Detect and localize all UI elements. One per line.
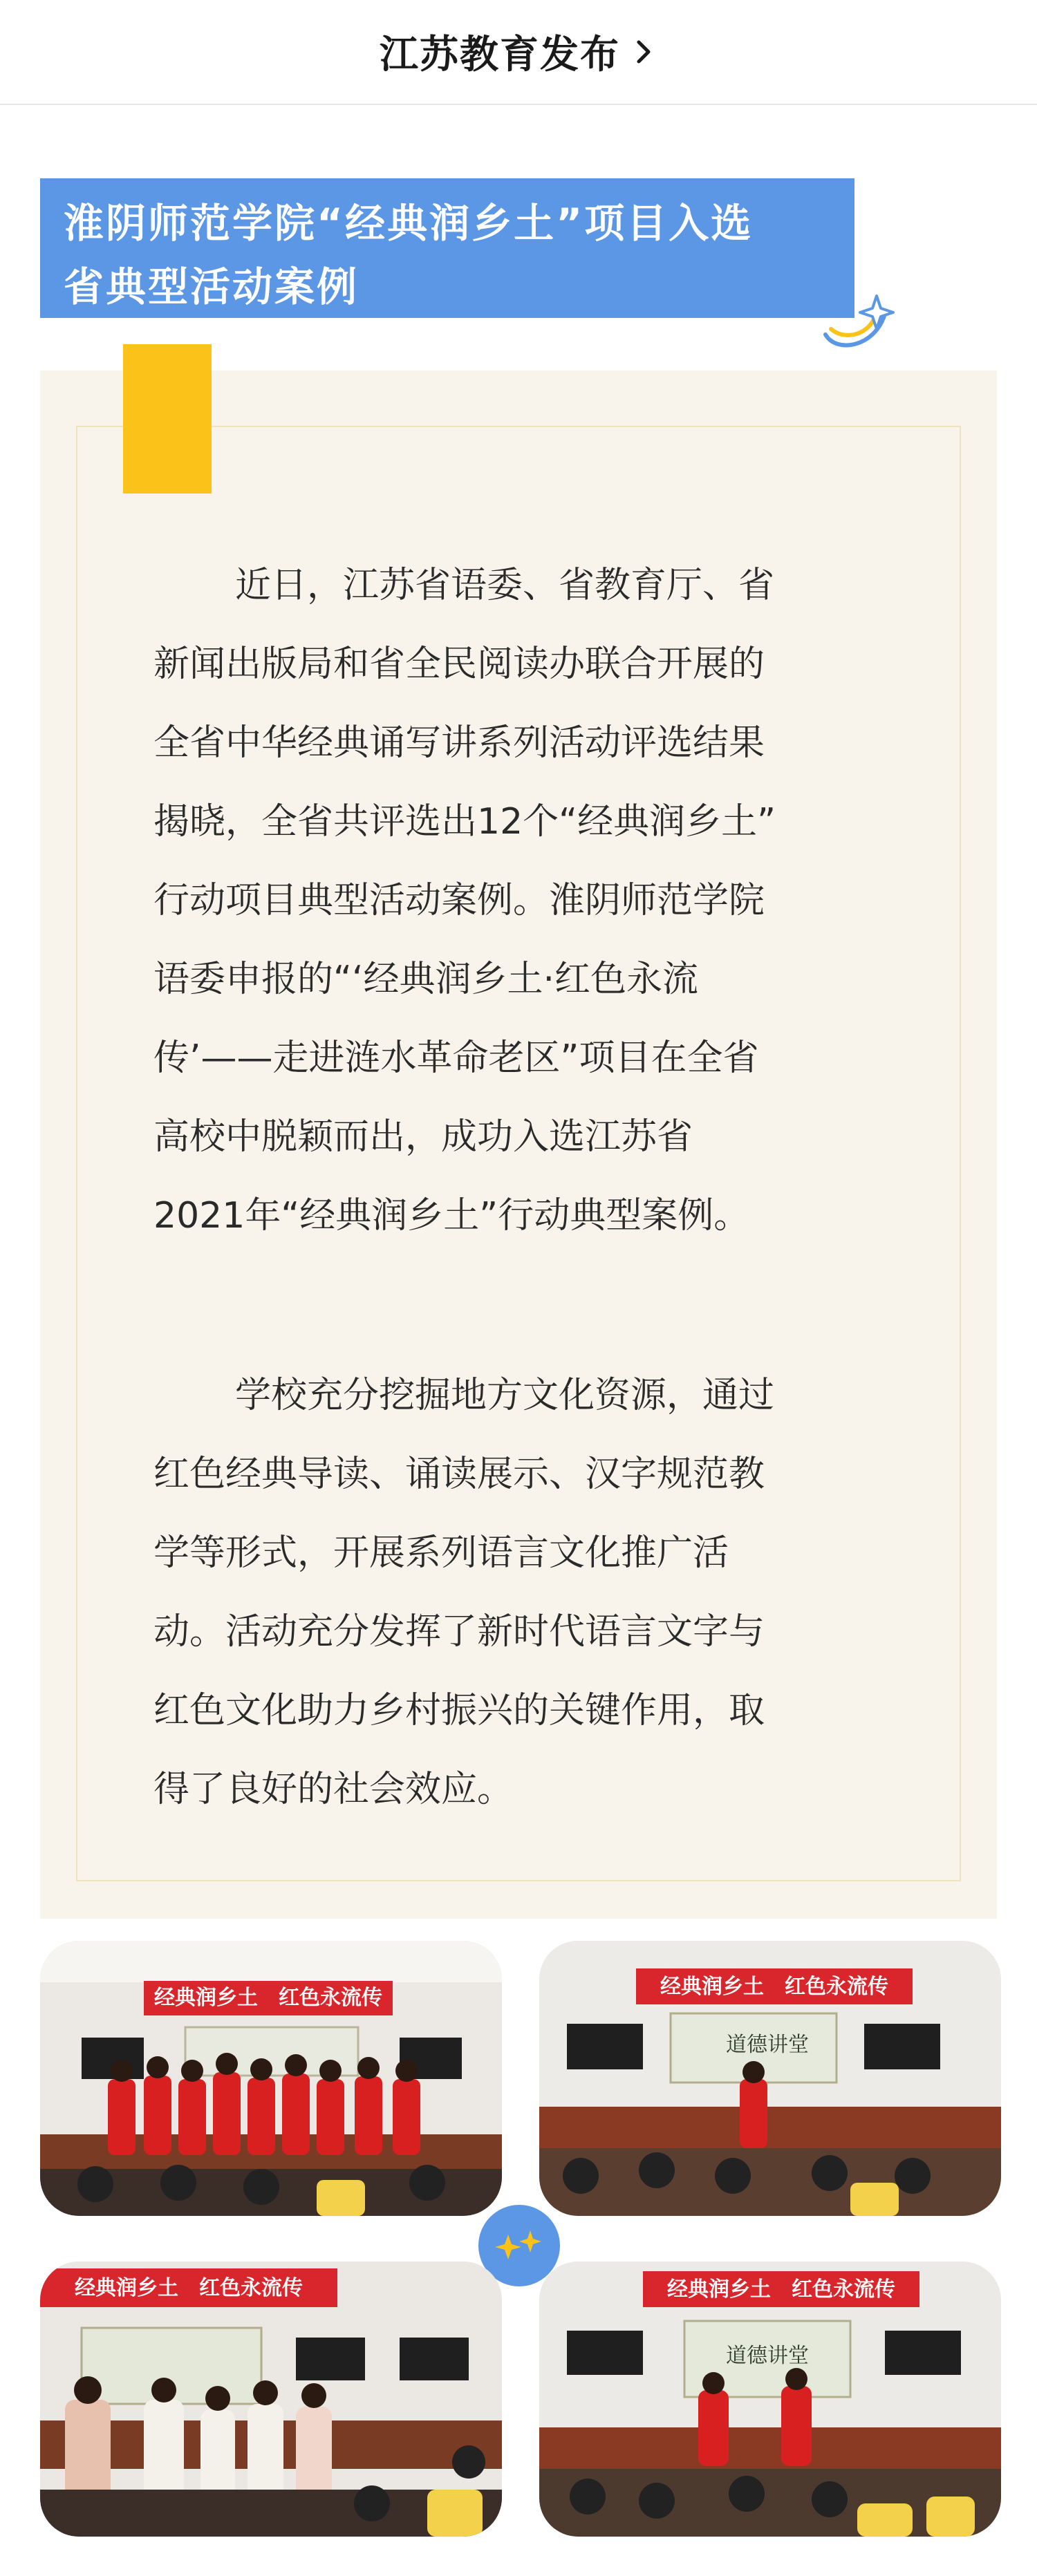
article-paragraph-1 bbox=[153, 546, 886, 1255]
paragraph-line: 近日，江苏省语委、省教育厅、省 bbox=[235, 565, 775, 606]
account-link[interactable] bbox=[380, 24, 657, 79]
photo-banner-text: 经典润乡土 红色永流传 bbox=[154, 1986, 382, 2010]
photo-banner-text: 经典润乡土 红色永流传 bbox=[667, 2277, 895, 2302]
headline-banner bbox=[40, 178, 854, 318]
paragraph-line: 语委申报的“‘经典润乡土·红色永流 bbox=[153, 959, 698, 1000]
paragraph-line: 学校充分挖掘地方文化资源，通过 bbox=[235, 1375, 775, 1416]
paragraph-line: 2021年“经典润乡土”行动典型案例。 bbox=[153, 1195, 750, 1237]
paragraph-line: 红色经典导读、诵读展示、汉字规范教 bbox=[153, 1454, 765, 1495]
activity-photo-1[interactable] bbox=[40, 1941, 502, 2216]
activity-photo-2[interactable] bbox=[539, 1941, 1001, 2216]
article-paragraph-2 bbox=[153, 1356, 886, 1829]
activity-photo-3[interactable] bbox=[40, 2262, 502, 2537]
paragraph-line: 传’——走进涟水革命老区”项目在全省 bbox=[153, 1037, 759, 1079]
activity-photo-4[interactable] bbox=[539, 2262, 1001, 2537]
headline-line-2: 省典型活动案例 bbox=[64, 263, 359, 310]
paragraph-line: 高校中脱颖而出，成功入选江苏省 bbox=[153, 1116, 693, 1158]
top-nav-bar bbox=[0, 0, 1037, 105]
paragraph-line: 全省中华经典诵写讲系列活动评选结果 bbox=[153, 722, 765, 764]
paragraph-line: 动。活动充分发挥了新时代语言文字与 bbox=[153, 1611, 765, 1653]
paragraph-line: 红色文化助力乡村振兴的关键作用，取 bbox=[153, 1690, 765, 1731]
photo-banner-text: 经典润乡土 红色永流传 bbox=[660, 1975, 888, 1999]
paragraph-line: 得了良好的社会效应。 bbox=[153, 1769, 514, 1810]
account-title[interactable]: 江苏教育发布 bbox=[380, 32, 620, 77]
photo-board-text: 道德讲堂 bbox=[726, 2033, 809, 2057]
paragraph-line: 新闻出版局和省全民阅读办联合开展的 bbox=[153, 643, 765, 685]
paragraph-line: 揭晓，全省共评选出12个“经典润乡土” bbox=[153, 801, 776, 843]
headline-line-1: 淮阴师范学院“经典润乡土”项目入选 bbox=[64, 200, 754, 247]
paragraph-line: 学等形式，开展系列语言文化推广活 bbox=[153, 1532, 729, 1574]
yellow-bookmark-tab bbox=[123, 344, 212, 493]
photo-board-text: 道德讲堂 bbox=[726, 2344, 809, 2368]
chevron-right-icon[interactable] bbox=[630, 38, 657, 66]
paragraph-line: 行动项目典型活动案例。淮阴师范学院 bbox=[153, 880, 765, 921]
orbit-sparkle-icon bbox=[816, 268, 899, 358]
photo-banner-text: 经典润乡土 红色永流传 bbox=[75, 2276, 303, 2300]
